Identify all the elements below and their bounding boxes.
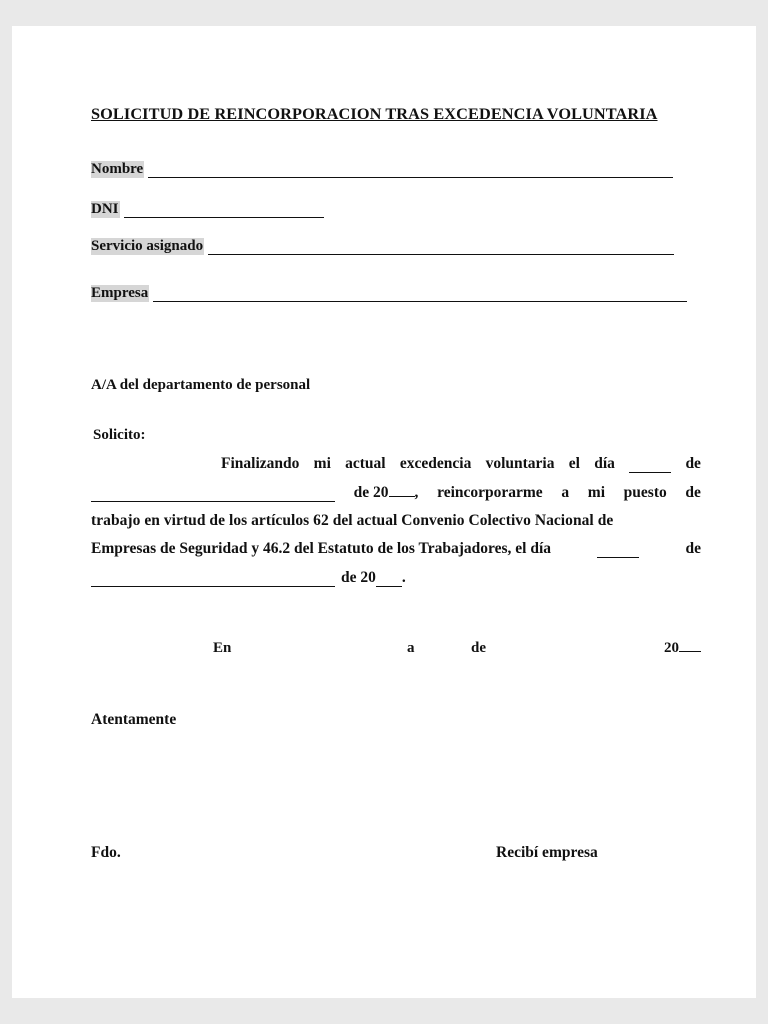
paragraph-line-2: [91, 480, 701, 502]
word: de 20: [353, 484, 389, 501]
dni-blank-line: [124, 203, 324, 218]
dni-field: [91, 201, 324, 218]
month-blank-line-2: [91, 574, 335, 587]
word: de 20: [341, 569, 376, 586]
paragraph-line-3: [91, 508, 701, 530]
solicito-label: Solicito:: [93, 427, 146, 443]
word: actual: [345, 455, 386, 472]
word: Finalizando: [221, 455, 300, 472]
paragraph-line-1: [91, 451, 701, 473]
empresa-label: Empresa: [91, 285, 149, 301]
word: mi: [313, 455, 331, 472]
paragraph-line-4: [91, 536, 701, 558]
signature-left: Fdo.: [91, 844, 121, 861]
word: de: [685, 484, 701, 501]
addressee-line: A/A del departamento de personal: [91, 377, 311, 393]
line-text: trabajo en virtud de los artículos 62 del actual Convenio Colectivo Nacional de: [91, 512, 614, 529]
servicio-label: Servicio asignado: [91, 238, 204, 254]
word: el: [568, 455, 580, 472]
word: a: [561, 484, 570, 501]
word: voluntaria: [485, 455, 555, 472]
dni-label: DNI: [91, 201, 119, 217]
word: de: [685, 540, 701, 557]
closing: Atentamente: [91, 711, 177, 728]
word: reincorporarme: [437, 484, 543, 501]
paragraph-line-5: [91, 565, 701, 587]
nombre-field: [91, 161, 673, 178]
word: día: [594, 455, 615, 472]
servicio-blank-line: [208, 240, 674, 255]
document-title: SOLICITUD DE REINCORPORACION TRAS EXCEDENCIA VOLUNTARIA: [91, 104, 658, 123]
year-fragment: [354, 484, 419, 502]
day-blank-line-2: [597, 545, 639, 558]
date-year: [664, 640, 701, 657]
word: puesto: [623, 484, 667, 501]
word: mi: [587, 484, 605, 501]
date-a: a: [407, 640, 415, 656]
year-prefix: 20: [664, 640, 679, 656]
month-blank-line: [91, 489, 335, 502]
year-blank-line-2: [376, 574, 402, 587]
empresa-blank-line: [153, 287, 687, 302]
servicio-field: [91, 238, 674, 255]
year-blank-line-3: [679, 640, 701, 652]
date-de: de: [471, 640, 486, 656]
word: de: [685, 455, 701, 472]
year-blank-line: [389, 484, 415, 497]
nombre-label: Nombre: [91, 161, 144, 177]
day-blank-line: [629, 460, 671, 473]
empresa-field: [91, 285, 687, 302]
nombre-blank-line: [148, 163, 673, 178]
word: ,: [414, 484, 419, 501]
date-en: En: [213, 640, 232, 656]
line-text: Empresas de Seguridad y 46.2 del Estatuto de los Trabajadores, el día: [91, 540, 552, 557]
document-page: [12, 26, 756, 998]
word: .: [401, 569, 406, 586]
word: excedencia: [399, 455, 472, 472]
signature-right: Recibí empresa: [496, 844, 598, 861]
